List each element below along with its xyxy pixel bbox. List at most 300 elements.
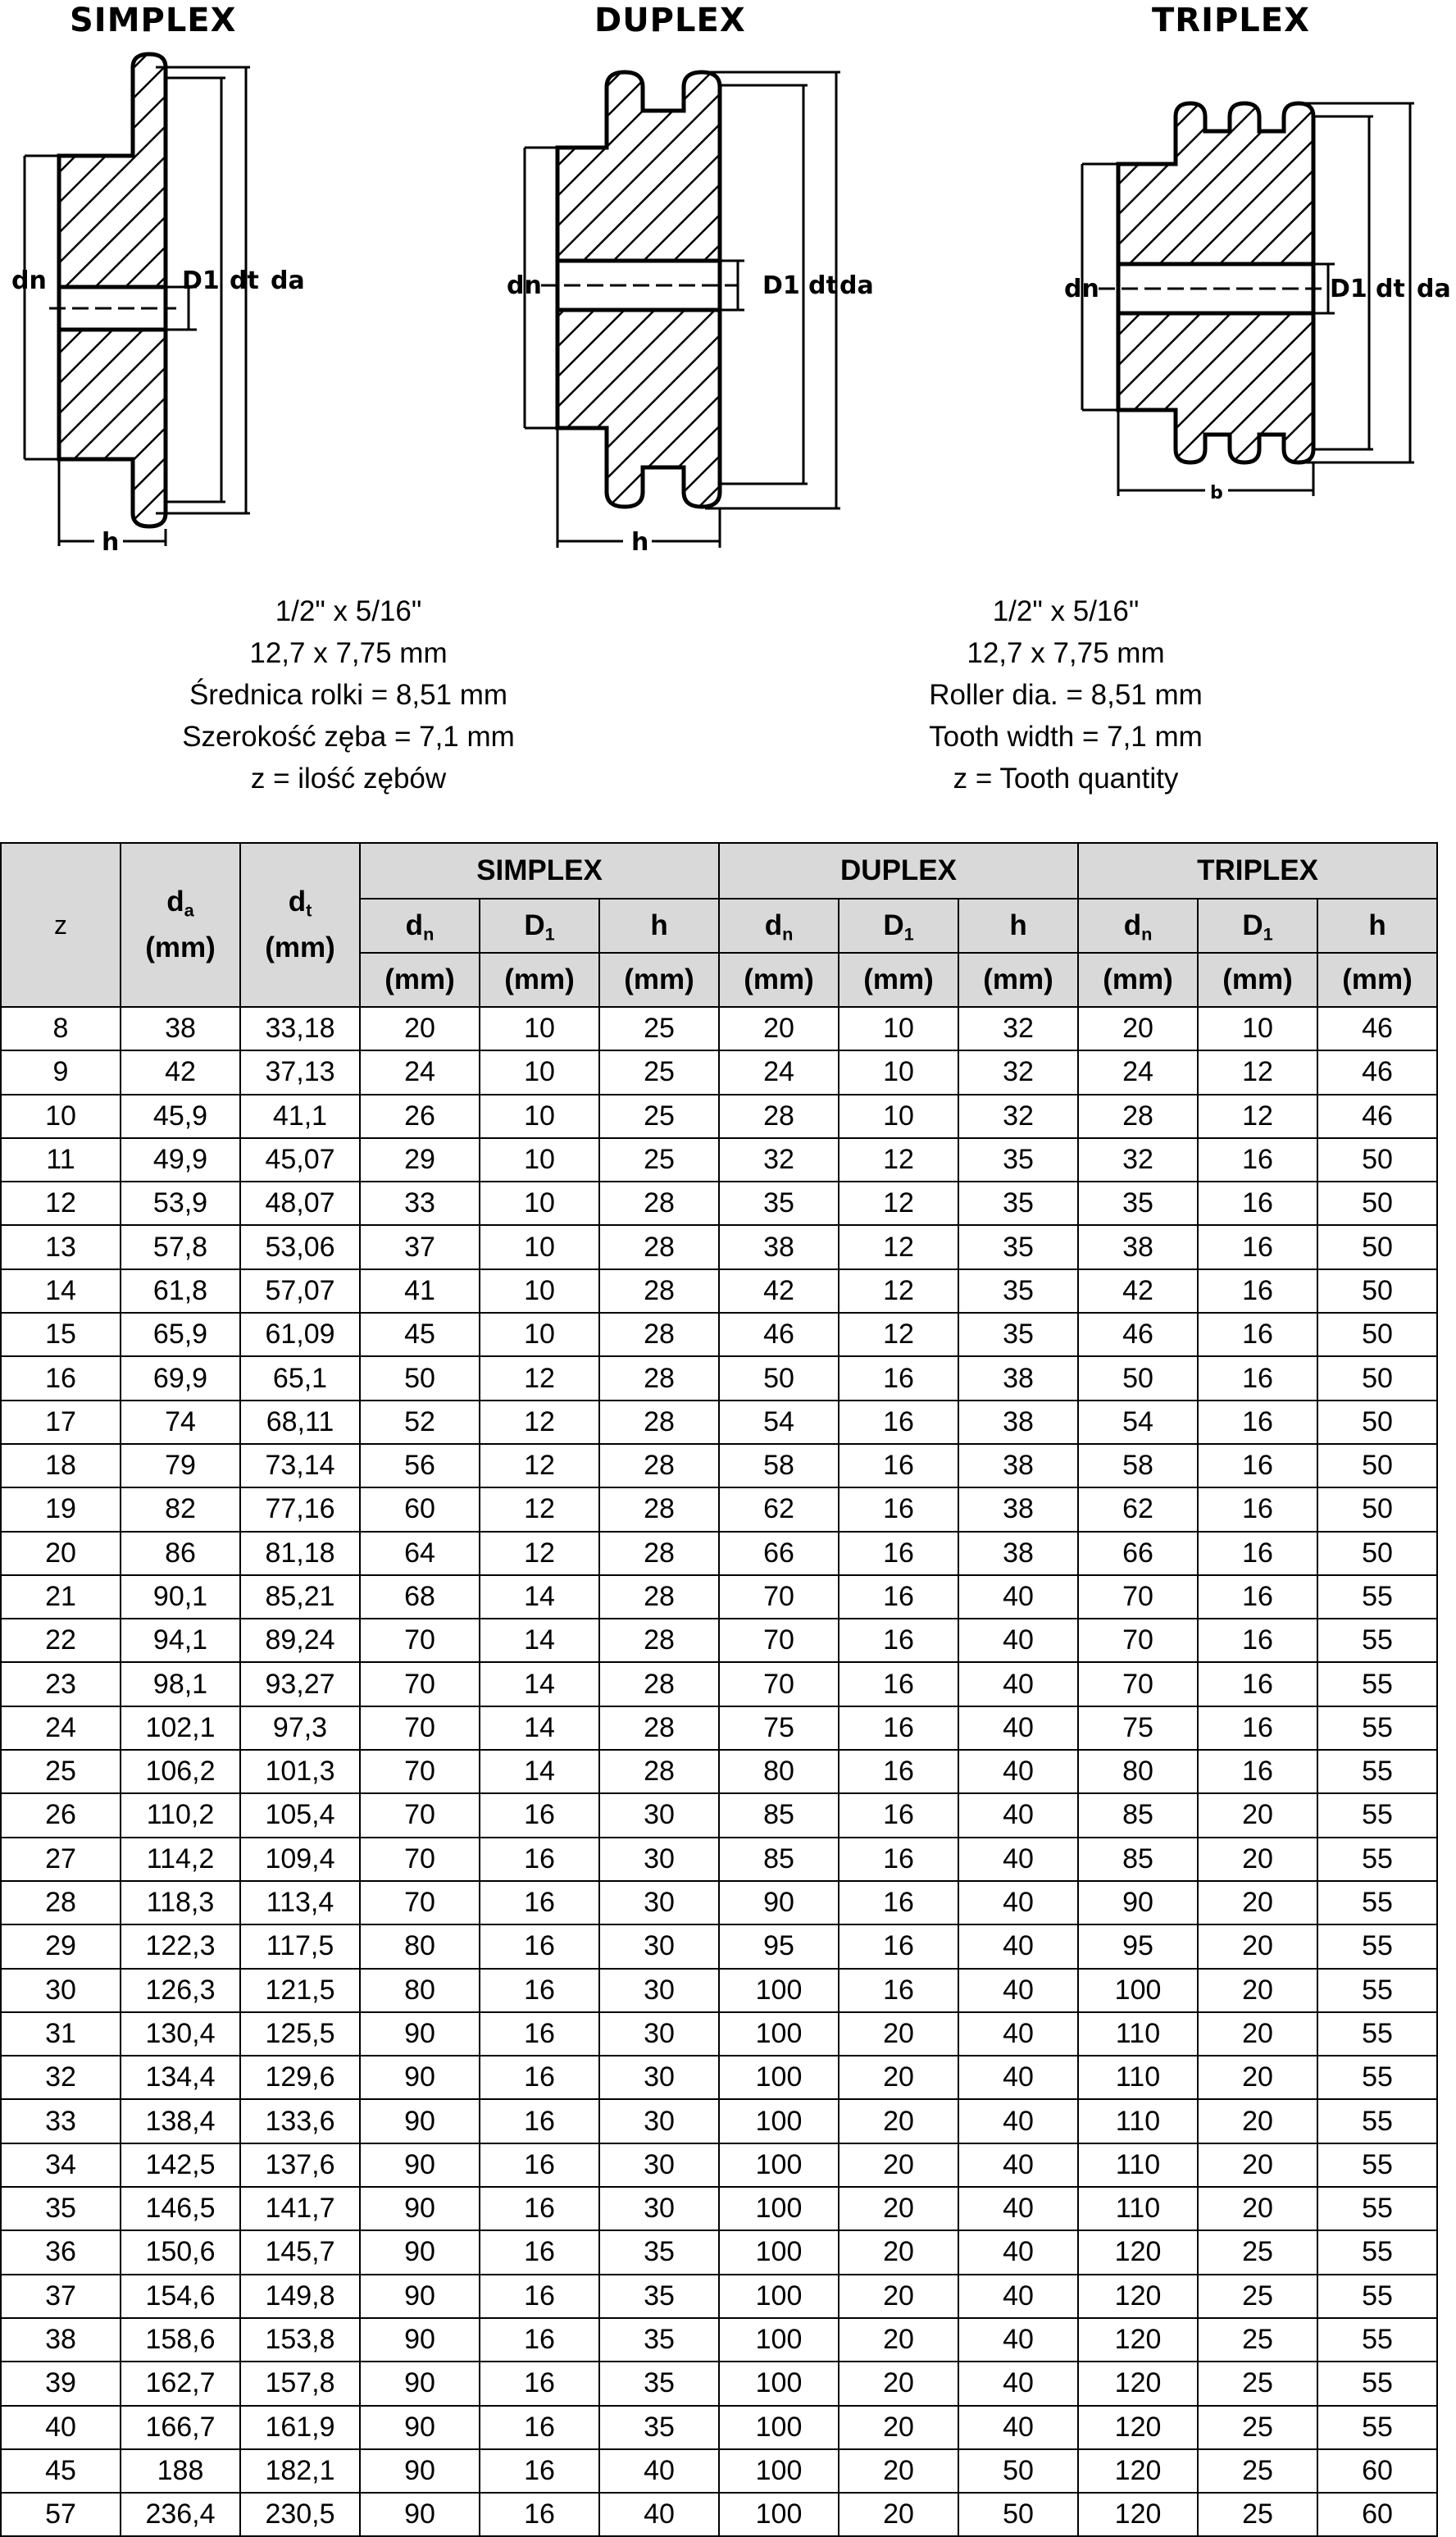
table-cell: 16	[1198, 1619, 1317, 1662]
table-cell: 46	[1317, 1050, 1437, 1094]
table-row	[1, 1225, 1437, 1268]
table-cell: 30	[599, 1924, 719, 1968]
table-cell: 16	[839, 1969, 958, 2012]
table-cell: 35	[719, 1182, 839, 1225]
table-cell: 25	[1198, 2275, 1317, 2318]
table-cell: 16	[1198, 1444, 1317, 1487]
table-cell: 27	[1, 1838, 121, 1881]
table-cell: 40	[958, 1793, 1078, 1837]
column-header-dn: $d_n$	[1078, 899, 1198, 953]
table-cell: 20	[839, 2012, 958, 2056]
table-cell: 28	[599, 1269, 719, 1313]
table-cell: 16	[1198, 1750, 1317, 1793]
table-row	[1, 2230, 1437, 2274]
table-cell: 29	[360, 1138, 480, 1182]
table-cell: 85	[1078, 1838, 1198, 1881]
table-cell: 12	[1198, 1095, 1317, 1138]
table-cell: 40	[958, 2056, 1078, 2099]
table-cell: 16	[480, 2275, 599, 2318]
triplex-d1-label: D1	[1330, 275, 1367, 303]
table-cell: 12	[839, 1225, 958, 1268]
table-cell: 46	[1317, 1007, 1437, 1050]
table-cell: 122,3	[121, 1924, 240, 1968]
table-cell: 12	[839, 1269, 958, 1313]
column-unit: (mm)	[480, 953, 599, 1007]
table-cell: 70	[719, 1619, 839, 1662]
table-cell: 33	[360, 1182, 480, 1225]
table-cell: 24	[1, 1706, 121, 1750]
table-cell: 50	[1317, 1138, 1437, 1182]
table-cell: 50	[1317, 1401, 1437, 1444]
table-row	[1, 1532, 1437, 1575]
table-cell: 55	[1317, 1924, 1437, 1968]
table-cell: 50	[1317, 1182, 1437, 1225]
table-cell: 16	[1, 1356, 121, 1400]
table-row	[1, 1706, 1437, 1750]
table-cell: 40	[958, 1969, 1078, 2012]
spec-block-english	[836, 590, 1295, 799]
table-cell: 26	[360, 1095, 480, 1138]
table-cell: 40	[958, 1706, 1078, 1750]
table-cell: 32	[719, 1138, 839, 1182]
table-cell: 54	[719, 1401, 839, 1444]
table-cell: 42	[121, 1050, 240, 1094]
table-cell: 16	[839, 1575, 958, 1619]
table-cell: 65,1	[240, 1356, 360, 1400]
table-cell: 90	[360, 2143, 480, 2187]
table-cell: 74	[121, 1401, 240, 1444]
table-cell: 146,5	[121, 2187, 240, 2230]
table-cell: 166,7	[121, 2406, 240, 2449]
table-cell: 90	[360, 2493, 480, 2536]
table-row	[1, 1793, 1437, 1837]
table-cell: 16	[839, 1619, 958, 1662]
table-cell: 95	[1078, 1924, 1198, 1968]
table-cell: 46	[1317, 1095, 1437, 1138]
table-cell: 157,8	[240, 2362, 360, 2405]
table-cell: 100	[719, 2099, 839, 2143]
table-cell: 16	[480, 2187, 599, 2230]
table-cell: 134,4	[121, 2056, 240, 2099]
column-unit: (mm)	[1078, 953, 1198, 1007]
table-cell: 35	[599, 2318, 719, 2362]
table-cell: 61,8	[121, 1269, 240, 1313]
table-cell: 120	[1078, 2275, 1198, 2318]
table-cell: 85	[1078, 1793, 1198, 1837]
table-cell: 110	[1078, 2187, 1198, 2230]
table-cell: 17	[1, 1401, 121, 1444]
table-cell: 89,24	[240, 1619, 360, 1662]
duplex-d1-label: D1	[762, 271, 800, 300]
table-cell: 16	[480, 2099, 599, 2143]
table-cell: 20	[719, 1007, 839, 1050]
table-cell: 100	[719, 2318, 839, 2362]
table-cell: 70	[360, 1793, 480, 1837]
table-cell: 16	[1198, 1532, 1317, 1575]
table-row	[1, 1750, 1437, 1793]
table-cell: 16	[839, 1532, 958, 1575]
table-cell: 55	[1317, 2012, 1437, 2056]
table-cell: 35	[1, 2187, 121, 2230]
table-cell: 105,4	[240, 1793, 360, 1837]
table-cell: 40	[958, 2099, 1078, 2143]
table-cell: 110	[1078, 2056, 1198, 2099]
table-cell: 21	[1, 1575, 121, 1619]
table-cell: 25	[1, 1750, 121, 1793]
table-cell: 94,1	[121, 1619, 240, 1662]
table-cell: 48,07	[240, 1182, 360, 1225]
table-cell: 16	[1198, 1269, 1317, 1313]
column-unit: (mm)	[958, 953, 1078, 1007]
table-cell: 32	[958, 1095, 1078, 1138]
table-cell: 20	[839, 2230, 958, 2274]
table-cell: 10	[1198, 1007, 1317, 1050]
table-cell: 55	[1317, 1793, 1437, 1837]
table-cell: 40	[958, 1924, 1078, 1968]
table-cell: 20	[1078, 1007, 1198, 1050]
table-cell: 28	[599, 1662, 719, 1706]
table-cell: 230,5	[240, 2493, 360, 2536]
table-row	[1, 1969, 1437, 2012]
triplex-sprocket-drawing	[1041, 49, 1456, 508]
spec-line: 12,7 x 7,75 mm	[967, 637, 1165, 669]
spec-block-polish	[119, 590, 578, 799]
table-cell: 70	[360, 1750, 480, 1793]
table-cell: 80	[360, 1969, 480, 2012]
table-cell: 14	[1, 1269, 121, 1313]
table-cell: 45	[1, 2449, 121, 2493]
table-cell: 25	[1198, 2449, 1317, 2493]
column-unit: (mm)	[839, 953, 958, 1007]
table-cell: 28	[599, 1313, 719, 1356]
table-cell: 69,9	[121, 1356, 240, 1400]
table-cell: 109,4	[240, 1838, 360, 1881]
table-cell: 100	[719, 1969, 839, 2012]
table-cell: 133,6	[240, 2099, 360, 2143]
table-cell: 50	[1317, 1225, 1437, 1268]
table-cell: 28	[599, 1444, 719, 1487]
table-cell: 32	[958, 1050, 1078, 1094]
table-cell: 14	[480, 1662, 599, 1706]
table-cell: 38	[958, 1532, 1078, 1575]
column-header-dt: $d_t$ (mm)	[240, 843, 360, 1007]
table-cell: 85	[719, 1793, 839, 1837]
table-cell: 25	[1198, 2230, 1317, 2274]
table-cell: 52	[360, 1401, 480, 1444]
table-cell: 32	[1078, 1138, 1198, 1182]
table-cell: 28	[599, 1225, 719, 1268]
table-cell: 75	[1078, 1706, 1198, 1750]
table-row	[1, 1050, 1437, 1094]
table-cell: 110	[1078, 2099, 1198, 2143]
table-cell: 10	[839, 1095, 958, 1138]
table-cell: 14	[480, 1750, 599, 1793]
table-cell: 97,3	[240, 1706, 360, 1750]
table-row	[1, 1924, 1437, 1968]
table-cell: 141,7	[240, 2187, 360, 2230]
table-cell: 20	[1198, 1881, 1317, 1924]
table-cell: 93,27	[240, 1662, 360, 1706]
table-cell: 62	[719, 1487, 839, 1531]
table-row	[1, 1838, 1437, 1881]
table-cell: 55	[1317, 1662, 1437, 1706]
group-header-triplex: TRIPLEX	[1078, 843, 1437, 899]
table-cell: 13	[1, 1225, 121, 1268]
table-row	[1, 2449, 1437, 2493]
table-cell: 16	[480, 2012, 599, 2056]
simplex-sprocket-body	[59, 54, 166, 526]
table-cell: 16	[480, 2230, 599, 2274]
table-cell: 9	[1, 1050, 121, 1094]
table-cell: 100	[719, 2187, 839, 2230]
table-cell: 102,1	[121, 1706, 240, 1750]
table-cell: 16	[839, 1401, 958, 1444]
column-unit: (mm)	[599, 953, 719, 1007]
table-cell: 120	[1078, 2362, 1198, 2405]
table-cell: 53,9	[121, 1182, 240, 1225]
group-header-duplex: DUPLEX	[719, 843, 1078, 899]
table-cell: 14	[480, 1619, 599, 1662]
table-row	[1, 2187, 1437, 2230]
table-cell: 20	[839, 2493, 958, 2536]
table-cell: 28	[599, 1619, 719, 1662]
table-cell: 125,5	[240, 2012, 360, 2056]
table-cell: 90	[1078, 1881, 1198, 1924]
table-cell: 79	[121, 1444, 240, 1487]
spec-line: 1/2" x 5/16"	[275, 595, 422, 627]
table-cell: 55	[1317, 2099, 1437, 2143]
table-cell: 16	[839, 1444, 958, 1487]
table-cell: 90	[360, 2406, 480, 2449]
table-cell: 24	[719, 1050, 839, 1094]
table-cell: 28	[599, 1182, 719, 1225]
table-cell: 50	[1317, 1356, 1437, 1400]
table-cell: 100	[719, 2493, 839, 2536]
table-cell: 28	[1, 1881, 121, 1924]
table-cell: 153,8	[240, 2318, 360, 2362]
table-cell: 73,14	[240, 1444, 360, 1487]
table-cell: 188	[121, 2449, 240, 2493]
duplex-h-label: h	[631, 528, 649, 557]
table-cell: 32	[958, 1007, 1078, 1050]
table-cell: 118,3	[121, 1881, 240, 1924]
table-cell: 70	[360, 1881, 480, 1924]
table-cell: 16	[1198, 1138, 1317, 1182]
table-cell: 12	[839, 1313, 958, 1356]
table-row	[1, 2143, 1437, 2187]
table-cell: 66	[719, 1532, 839, 1575]
table-cell: 45,9	[121, 1095, 240, 1138]
table-cell: 16	[480, 2143, 599, 2187]
table-cell: 40	[958, 2012, 1078, 2056]
table-cell: 100	[719, 2406, 839, 2449]
table-cell: 57,07	[240, 1269, 360, 1313]
table-cell: 90	[360, 2012, 480, 2056]
table-cell: 120	[1078, 2230, 1198, 2274]
table-cell: 20	[1198, 1969, 1317, 2012]
table-cell: 113,4	[240, 1881, 360, 1924]
table-cell: 28	[599, 1750, 719, 1793]
table-cell: 40	[958, 2406, 1078, 2449]
table-cell: 28	[599, 1532, 719, 1575]
table-cell: 16	[480, 1924, 599, 1968]
spec-line: Szerokość zęba = 7,1 mm	[182, 721, 515, 753]
table-cell: 42	[719, 1269, 839, 1313]
table-cell: 41,1	[240, 1095, 360, 1138]
column-unit: (mm)	[1198, 953, 1317, 1007]
table-cell: 33,18	[240, 1007, 360, 1050]
column-header-h: h	[599, 899, 719, 953]
table-cell: 82	[121, 1487, 240, 1531]
table-cell: 16	[480, 2318, 599, 2362]
table-cell: 16	[1198, 1401, 1317, 1444]
table-cell: 70	[360, 1619, 480, 1662]
table-row	[1, 1575, 1437, 1619]
table-cell: 129,6	[240, 2056, 360, 2099]
table-cell: 10	[480, 1313, 599, 1356]
table-cell: 25	[1198, 2318, 1317, 2362]
table-cell: 66	[1078, 1532, 1198, 1575]
table-cell: 154,6	[121, 2275, 240, 2318]
table-cell: 100	[719, 2362, 839, 2405]
table-cell: 25	[1198, 2406, 1317, 2449]
column-header-d1: $D_1$	[1198, 899, 1317, 953]
table-cell: 55	[1317, 2187, 1437, 2230]
table-cell: 30	[599, 2187, 719, 2230]
table-cell: 16	[480, 2449, 599, 2493]
table-cell: 90	[360, 2056, 480, 2099]
table-cell: 50	[360, 1356, 480, 1400]
table-cell: 80	[1078, 1750, 1198, 1793]
table-cell: 40	[958, 2143, 1078, 2187]
table-cell: 40	[958, 2362, 1078, 2405]
spec-line: Średnica rolki = 8,51 mm	[189, 679, 508, 711]
table-row	[1, 1007, 1437, 1050]
table-cell: 37	[1, 2275, 121, 2318]
table-cell: 100	[719, 2230, 839, 2274]
table-cell: 137,6	[240, 2143, 360, 2187]
table-cell: 41	[360, 1269, 480, 1313]
table-cell: 58	[719, 1444, 839, 1487]
table-cell: 55	[1317, 1575, 1437, 1619]
table-cell: 40	[958, 2230, 1078, 2274]
table-cell: 60	[1317, 2493, 1437, 2536]
table-cell: 50	[1317, 1487, 1437, 1531]
table-cell: 40	[958, 1750, 1078, 1793]
table-cell: 117,5	[240, 1924, 360, 1968]
simplex-dt-label: dt	[230, 266, 259, 295]
table-body	[1, 1007, 1437, 2536]
table-cell: 20	[1198, 1838, 1317, 1881]
table-cell: 28	[1078, 1095, 1198, 1138]
table-cell: 30	[599, 1969, 719, 2012]
table-cell: 55	[1317, 1881, 1437, 1924]
table-cell: 35	[958, 1225, 1078, 1268]
table-cell: 36	[1, 2230, 121, 2274]
table-cell: 40	[958, 1662, 1078, 1706]
table-cell: 40	[599, 2493, 719, 2536]
table-cell: 86	[121, 1532, 240, 1575]
table-cell: 39	[1, 2362, 121, 2405]
table-cell: 20	[1198, 2012, 1317, 2056]
table-cell: 120	[1078, 2318, 1198, 2362]
table-cell: 20	[839, 2056, 958, 2099]
table-cell: 30	[1, 1969, 121, 2012]
sprocket-dimension-table	[0, 842, 1438, 2537]
simplex-dn-label: dn	[11, 266, 47, 295]
table-cell: 149,8	[240, 2275, 360, 2318]
duplex-dt-label: dt	[808, 271, 838, 300]
table-cell: 28	[599, 1401, 719, 1444]
table-cell: 236,4	[121, 2493, 240, 2536]
table-cell: 30	[599, 1881, 719, 1924]
duplex-dn-label: dn	[507, 271, 542, 300]
table-cell: 40	[958, 2187, 1078, 2230]
table-cell: 46	[1078, 1313, 1198, 1356]
table-cell: 16	[1198, 1706, 1317, 1750]
table-cell: 30	[599, 2143, 719, 2187]
table-cell: 20	[839, 2187, 958, 2230]
table-cell: 16	[480, 1881, 599, 1924]
table-cell: 20	[1198, 2143, 1317, 2187]
table-row	[1, 2099, 1437, 2143]
spec-line: Roller dia. = 8,51 mm	[929, 679, 1203, 711]
table-cell: 90	[360, 2318, 480, 2362]
table-row	[1, 1269, 1437, 1313]
table-cell: 20	[839, 2318, 958, 2362]
triplex-dn-label: dn	[1064, 275, 1099, 303]
table-cell: 90	[360, 2187, 480, 2230]
table-cell: 100	[719, 2012, 839, 2056]
group-header-simplex: SIMPLEX	[360, 843, 719, 899]
table-row	[1, 2318, 1437, 2362]
table-cell: 10	[480, 1138, 599, 1182]
table-cell: 85	[719, 1838, 839, 1881]
table-cell: 12	[1198, 1050, 1317, 1094]
duplex-sprocket-body	[557, 72, 720, 507]
table-cell: 38	[1078, 1225, 1198, 1268]
table-cell: 61,09	[240, 1313, 360, 1356]
table-cell: 16	[1198, 1487, 1317, 1531]
table-cell: 10	[839, 1050, 958, 1094]
table-cell: 121,5	[240, 1969, 360, 2012]
table-cell: 20	[1198, 2099, 1317, 2143]
table-cell: 30	[599, 2099, 719, 2143]
table-cell: 100	[719, 2275, 839, 2318]
table-cell: 40	[958, 2275, 1078, 2318]
table-cell: 106,2	[121, 1750, 240, 1793]
column-header-h: h	[1317, 899, 1437, 953]
table-cell: 26	[1, 1793, 121, 1837]
table-row	[1, 2362, 1437, 2405]
spec-line: z = ilość zębów	[250, 763, 447, 795]
table-cell: 16	[480, 1793, 599, 1837]
table-cell: 145,7	[240, 2230, 360, 2274]
table-cell: 54	[1078, 1401, 1198, 1444]
table-cell: 101,3	[240, 1750, 360, 1793]
table-cell: 16	[839, 1356, 958, 1400]
column-header-h: h	[958, 899, 1078, 953]
triplex-da-label: da	[1417, 275, 1451, 303]
table-cell: 70	[360, 1662, 480, 1706]
table-cell: 95	[719, 1924, 839, 1968]
table-cell: 25	[1198, 2362, 1317, 2405]
triplex-diagram-title: TRIPLEX	[1152, 2, 1310, 39]
table-cell: 50	[958, 2493, 1078, 2536]
table-cell: 16	[480, 2493, 599, 2536]
table-cell: 50	[719, 1356, 839, 1400]
simplex-sprocket-drawing	[0, 49, 344, 574]
